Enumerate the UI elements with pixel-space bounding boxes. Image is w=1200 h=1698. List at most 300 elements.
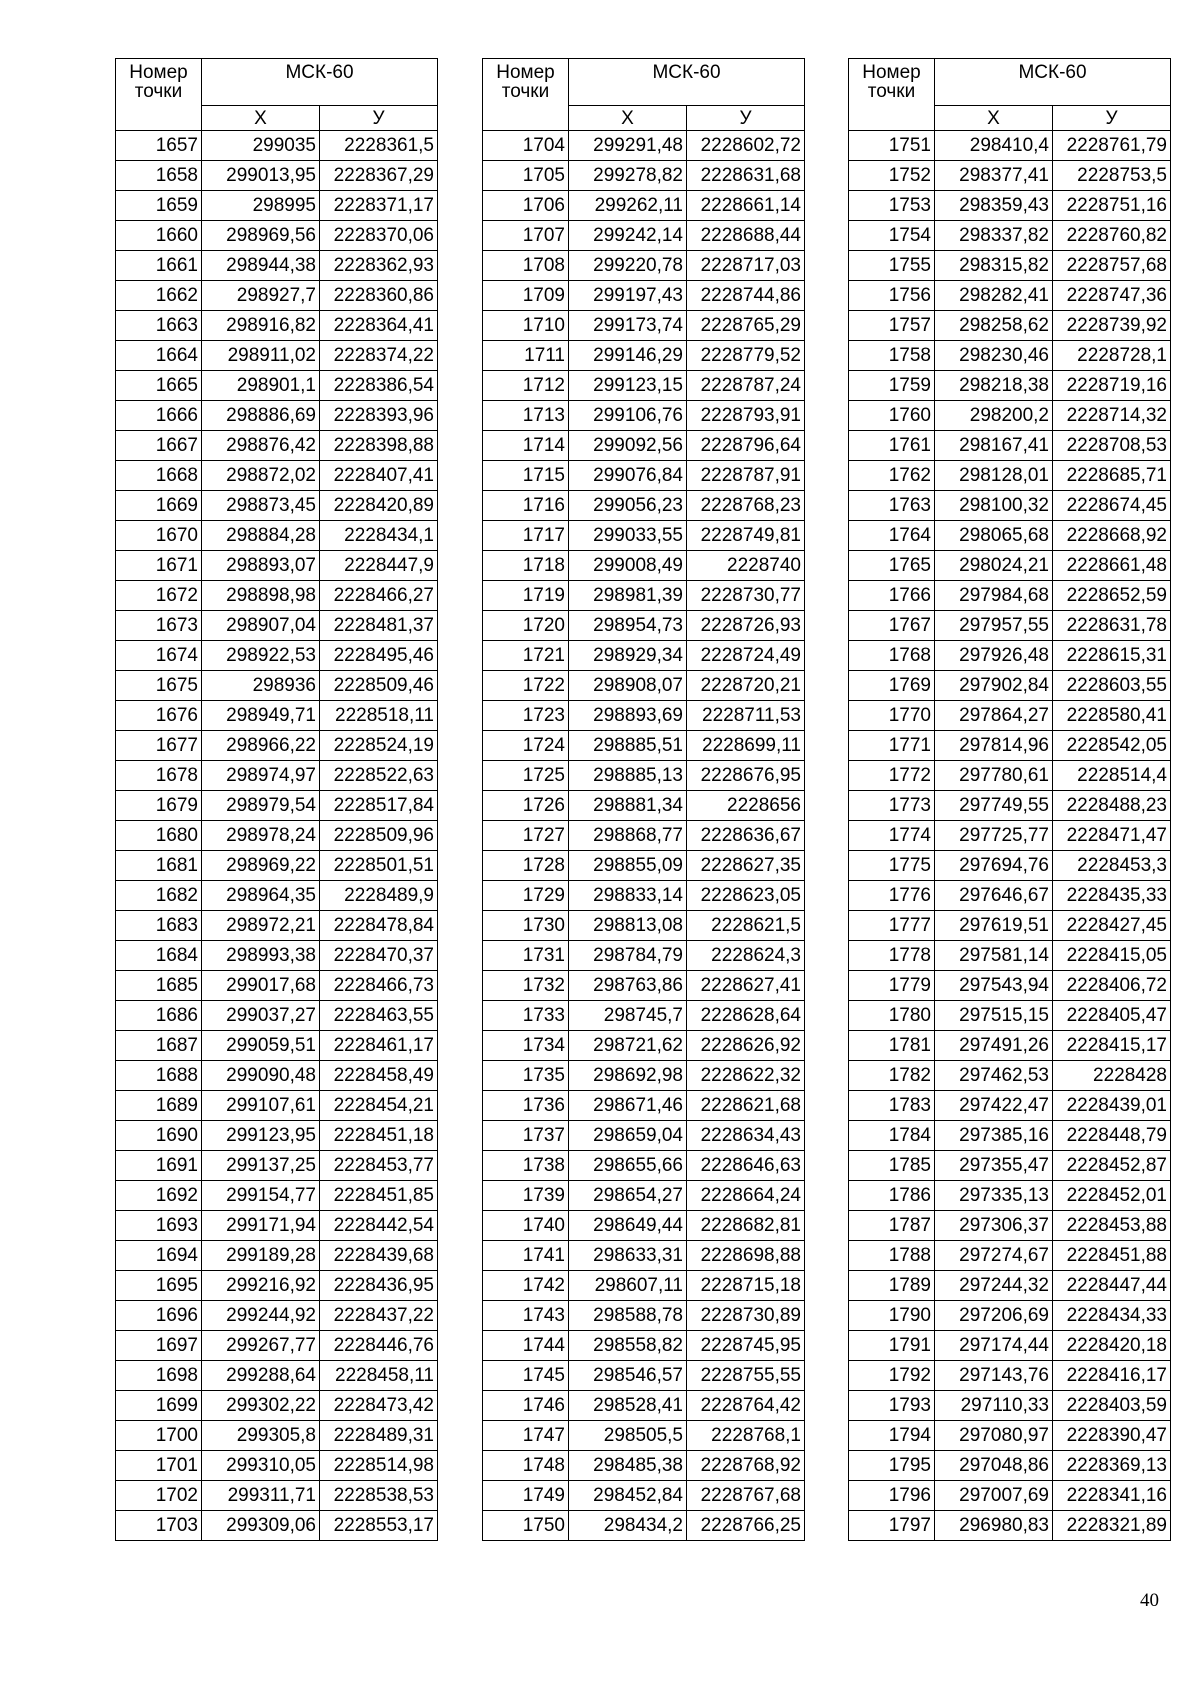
table-row — [116, 1001, 438, 1031]
point-number-cell: 1663 — [116, 311, 202, 341]
table-row — [483, 731, 805, 761]
y-coordinate-cell: 2228451,85 — [320, 1181, 438, 1211]
table-row — [483, 1391, 805, 1421]
x-coordinate-cell: 298654,27 — [569, 1181, 687, 1211]
point-number-cell: 1711 — [483, 341, 569, 371]
coordinates-table-2 — [482, 58, 805, 1541]
y-coordinate-cell: 2228664,24 — [687, 1181, 805, 1211]
x-coordinate-cell: 298315,82 — [935, 251, 1053, 281]
x-coordinate-cell: 299037,27 — [202, 1001, 320, 1031]
x-coordinate-cell: 297274,67 — [935, 1241, 1053, 1271]
x-coordinate-cell: 298886,69 — [202, 401, 320, 431]
x-coordinate-cell: 298974,97 — [202, 761, 320, 791]
x-coordinate-cell: 297306,37 — [935, 1211, 1053, 1241]
y-coordinate-cell: 2228454,21 — [320, 1091, 438, 1121]
x-coordinate-cell: 298649,44 — [569, 1211, 687, 1241]
y-coordinate-cell: 2228435,33 — [1053, 881, 1171, 911]
point-number-cell: 1669 — [116, 491, 202, 521]
point-number-cell: 1674 — [116, 641, 202, 671]
y-coordinate-cell: 2228420,18 — [1053, 1331, 1171, 1361]
y-coordinate-cell: 2228708,53 — [1053, 431, 1171, 461]
x-coordinate-cell: 298546,57 — [569, 1361, 687, 1391]
table-row — [116, 761, 438, 791]
y-coordinate-cell: 2228622,32 — [687, 1061, 805, 1091]
point-number-cell: 1745 — [483, 1361, 569, 1391]
x-coordinate-cell: 298200,2 — [935, 401, 1053, 431]
x-coordinate-cell: 298922,53 — [202, 641, 320, 671]
point-number-cell: 1777 — [849, 911, 935, 941]
point-number-cell: 1734 — [483, 1031, 569, 1061]
point-number-cell: 1785 — [849, 1151, 935, 1181]
table-row — [849, 221, 1171, 251]
y-coordinate-cell: 2228473,42 — [320, 1391, 438, 1421]
table-row — [849, 461, 1171, 491]
x-coordinate-cell: 297926,48 — [935, 641, 1053, 671]
table-row — [483, 761, 805, 791]
x-coordinate-cell: 298901,1 — [202, 371, 320, 401]
y-coordinate-cell: 2228714,32 — [1053, 401, 1171, 431]
table-row — [849, 851, 1171, 881]
point-number-cell: 1710 — [483, 311, 569, 341]
x-coordinate-cell: 299035 — [202, 131, 320, 161]
point-number-cell: 1670 — [116, 521, 202, 551]
point-number-cell: 1701 — [116, 1451, 202, 1481]
point-number-cell: 1727 — [483, 821, 569, 851]
x-coordinate-cell: 297957,55 — [935, 611, 1053, 641]
y-coordinate-cell: 2228427,45 — [1053, 911, 1171, 941]
point-number-cell: 1752 — [849, 161, 935, 191]
point-number-cell: 1774 — [849, 821, 935, 851]
y-coordinate-cell: 2228361,5 — [320, 131, 438, 161]
x-coordinate-cell: 298505,5 — [569, 1421, 687, 1451]
table-row — [849, 431, 1171, 461]
y-coordinate-cell: 2228461,17 — [320, 1031, 438, 1061]
y-coordinate-cell: 2228603,55 — [1053, 671, 1171, 701]
y-coordinate-cell: 2228451,88 — [1053, 1241, 1171, 1271]
table-row — [483, 1091, 805, 1121]
x-coordinate-cell: 298884,28 — [202, 521, 320, 551]
table-row — [483, 701, 805, 731]
x-coordinate-cell: 298929,34 — [569, 641, 687, 671]
table-row — [116, 311, 438, 341]
y-coordinate-cell: 2228453,88 — [1053, 1211, 1171, 1241]
table-row — [483, 1481, 805, 1511]
point-number-cell: 1697 — [116, 1331, 202, 1361]
y-coordinate-cell: 2228364,41 — [320, 311, 438, 341]
table-row — [849, 1121, 1171, 1151]
y-coordinate-cell: 2228793,91 — [687, 401, 805, 431]
point-number-cell: 1675 — [116, 671, 202, 701]
table-row — [849, 1361, 1171, 1391]
y-coordinate-cell: 2228415,05 — [1053, 941, 1171, 971]
table-row — [116, 1331, 438, 1361]
x-coordinate-cell: 298377,41 — [935, 161, 1053, 191]
x-coordinate-cell: 298872,02 — [202, 461, 320, 491]
x-coordinate-cell: 298784,79 — [569, 941, 687, 971]
x-coordinate-cell: 297080,97 — [935, 1421, 1053, 1451]
y-header: У — [1053, 106, 1171, 131]
y-coordinate-cell: 2228452,87 — [1053, 1151, 1171, 1181]
table-row — [849, 791, 1171, 821]
x-coordinate-cell: 297515,15 — [935, 1001, 1053, 1031]
point-number-cell: 1659 — [116, 191, 202, 221]
point-number-cell: 1750 — [483, 1511, 569, 1541]
y-header: У — [687, 106, 805, 131]
x-coordinate-cell: 299305,8 — [202, 1421, 320, 1451]
point-number-cell: 1680 — [116, 821, 202, 851]
point-number-cell: 1731 — [483, 941, 569, 971]
y-coordinate-cell: 2228634,43 — [687, 1121, 805, 1151]
y-coordinate-cell: 2228398,88 — [320, 431, 438, 461]
x-coordinate-cell: 298655,66 — [569, 1151, 687, 1181]
x-coordinate-cell: 298671,46 — [569, 1091, 687, 1121]
y-header: У — [320, 106, 438, 131]
y-coordinate-cell: 2228518,11 — [320, 701, 438, 731]
x-coordinate-cell: 296980,83 — [935, 1511, 1053, 1541]
table-row — [116, 1121, 438, 1151]
table-row — [483, 1031, 805, 1061]
point-number-cell: 1779 — [849, 971, 935, 1001]
table-row — [849, 1511, 1171, 1541]
x-coordinate-cell: 298908,07 — [569, 671, 687, 701]
table-row — [849, 191, 1171, 221]
point-number-cell: 1770 — [849, 701, 935, 731]
y-coordinate-cell: 2228517,84 — [320, 791, 438, 821]
point-number-cell: 1662 — [116, 281, 202, 311]
x-coordinate-cell: 297543,94 — [935, 971, 1053, 1001]
x-coordinate-cell: 297110,33 — [935, 1391, 1053, 1421]
table-row — [116, 671, 438, 701]
y-coordinate-cell: 2228747,36 — [1053, 281, 1171, 311]
point-number-cell: 1696 — [116, 1301, 202, 1331]
point-number-cell: 1683 — [116, 911, 202, 941]
point-number-cell: 1753 — [849, 191, 935, 221]
table-row — [849, 1451, 1171, 1481]
y-coordinate-cell: 2228626,92 — [687, 1031, 805, 1061]
x-coordinate-cell: 298969,56 — [202, 221, 320, 251]
table-row — [116, 1391, 438, 1421]
y-coordinate-cell: 2228615,31 — [1053, 641, 1171, 671]
point-number-cell: 1761 — [849, 431, 935, 461]
y-coordinate-cell: 2228661,14 — [687, 191, 805, 221]
x-coordinate-cell: 297355,47 — [935, 1151, 1053, 1181]
y-coordinate-cell: 2228407,41 — [320, 461, 438, 491]
y-coordinate-cell: 2228415,17 — [1053, 1031, 1171, 1061]
y-coordinate-cell: 2228636,67 — [687, 821, 805, 851]
x-coordinate-cell: 298964,35 — [202, 881, 320, 911]
y-coordinate-cell: 2228489,31 — [320, 1421, 438, 1451]
table-row — [483, 521, 805, 551]
point-number-cell: 1717 — [483, 521, 569, 551]
point-number-cell: 1795 — [849, 1451, 935, 1481]
y-coordinate-cell: 2228621,5 — [687, 911, 805, 941]
x-coordinate-cell: 299309,06 — [202, 1511, 320, 1541]
x-coordinate-cell: 298410,4 — [935, 131, 1053, 161]
table-row — [116, 161, 438, 191]
x-coordinate-cell: 299123,15 — [569, 371, 687, 401]
point-number-cell: 1700 — [116, 1421, 202, 1451]
x-coordinate-cell: 297491,26 — [935, 1031, 1053, 1061]
x-coordinate-cell: 297335,13 — [935, 1181, 1053, 1211]
table-row — [116, 1031, 438, 1061]
point-number-cell: 1756 — [849, 281, 935, 311]
x-coordinate-cell: 299171,94 — [202, 1211, 320, 1241]
y-coordinate-cell: 2228553,17 — [320, 1511, 438, 1541]
table-row — [483, 191, 805, 221]
x-coordinate-cell: 299008,49 — [569, 551, 687, 581]
x-coordinate-cell: 297244,32 — [935, 1271, 1053, 1301]
table-row — [849, 1181, 1171, 1211]
table-row — [849, 881, 1171, 911]
table-row — [849, 401, 1171, 431]
x-coordinate-cell: 297422,47 — [935, 1091, 1053, 1121]
y-coordinate-cell: 2228753,5 — [1053, 161, 1171, 191]
point-number-cell: 1698 — [116, 1361, 202, 1391]
point-number-cell: 1718 — [483, 551, 569, 581]
table-row — [849, 1421, 1171, 1451]
x-coordinate-cell: 298949,71 — [202, 701, 320, 731]
y-coordinate-cell: 2228623,05 — [687, 881, 805, 911]
x-coordinate-cell: 298873,45 — [202, 491, 320, 521]
x-coordinate-cell: 299310,05 — [202, 1451, 320, 1481]
point-number-cell: 1658 — [116, 161, 202, 191]
table-row — [116, 731, 438, 761]
y-coordinate-cell: 2228451,18 — [320, 1121, 438, 1151]
x-coordinate-cell: 298337,82 — [935, 221, 1053, 251]
y-coordinate-cell: 2228390,47 — [1053, 1421, 1171, 1451]
x-coordinate-cell: 298528,41 — [569, 1391, 687, 1421]
point-number-cell: 1688 — [116, 1061, 202, 1091]
point-number-cell: 1729 — [483, 881, 569, 911]
x-coordinate-cell: 297619,51 — [935, 911, 1053, 941]
table-row — [116, 341, 438, 371]
point-number-cell: 1797 — [849, 1511, 935, 1541]
y-coordinate-cell: 2228676,95 — [687, 761, 805, 791]
table-row — [483, 131, 805, 161]
y-coordinate-cell: 2228724,49 — [687, 641, 805, 671]
table-row — [483, 1121, 805, 1151]
table-row — [483, 671, 805, 701]
table-row — [849, 521, 1171, 551]
y-coordinate-cell: 2228719,16 — [1053, 371, 1171, 401]
table-row — [116, 281, 438, 311]
x-coordinate-cell: 297864,27 — [935, 701, 1053, 731]
y-coordinate-cell: 2228744,86 — [687, 281, 805, 311]
point-number-cell: 1794 — [849, 1421, 935, 1451]
table-row — [849, 1391, 1171, 1421]
x-coordinate-cell: 298434,2 — [569, 1511, 687, 1541]
point-number-cell: 1707 — [483, 221, 569, 251]
y-coordinate-cell: 2228766,25 — [687, 1511, 805, 1541]
x-coordinate-cell: 298893,69 — [569, 701, 687, 731]
y-coordinate-cell: 2228321,89 — [1053, 1511, 1171, 1541]
y-coordinate-cell: 2228416,17 — [1053, 1361, 1171, 1391]
point-number-cell: 1771 — [849, 731, 935, 761]
table-row — [116, 1301, 438, 1331]
y-coordinate-cell: 2228452,01 — [1053, 1181, 1171, 1211]
point-number-cell: 1751 — [849, 131, 935, 161]
point-number-cell: 1781 — [849, 1031, 935, 1061]
table-row — [849, 1331, 1171, 1361]
y-coordinate-cell: 2228740 — [687, 551, 805, 581]
table-row — [483, 851, 805, 881]
y-coordinate-cell: 2228717,03 — [687, 251, 805, 281]
y-coordinate-cell: 2228730,89 — [687, 1301, 805, 1331]
point-number-cell: 1744 — [483, 1331, 569, 1361]
y-coordinate-cell: 2228501,51 — [320, 851, 438, 881]
x-coordinate-cell: 299278,82 — [569, 161, 687, 191]
table-row — [483, 1181, 805, 1211]
point-number-cell: 1665 — [116, 371, 202, 401]
y-coordinate-cell: 2228751,16 — [1053, 191, 1171, 221]
x-coordinate-cell: 297725,77 — [935, 821, 1053, 851]
point-number-cell: 1763 — [849, 491, 935, 521]
x-coordinate-cell: 298745,7 — [569, 1001, 687, 1031]
point-number-cell: 1712 — [483, 371, 569, 401]
table-row — [116, 491, 438, 521]
y-coordinate-cell: 2228434,1 — [320, 521, 438, 551]
y-coordinate-cell: 2228514,98 — [320, 1451, 438, 1481]
y-coordinate-cell: 2228436,95 — [320, 1271, 438, 1301]
table-row — [849, 761, 1171, 791]
point-number-cell: 1759 — [849, 371, 935, 401]
x-coordinate-cell: 299220,78 — [569, 251, 687, 281]
point-number-cell: 1666 — [116, 401, 202, 431]
table-row — [483, 221, 805, 251]
point-number-cell: 1730 — [483, 911, 569, 941]
table-row — [116, 611, 438, 641]
y-coordinate-cell: 2228463,55 — [320, 1001, 438, 1031]
y-coordinate-cell: 2228447,9 — [320, 551, 438, 581]
point-number-cell: 1754 — [849, 221, 935, 251]
x-coordinate-cell: 299013,95 — [202, 161, 320, 191]
x-coordinate-cell: 298359,43 — [935, 191, 1053, 221]
x-coordinate-cell: 299262,11 — [569, 191, 687, 221]
x-header: Х — [569, 106, 687, 131]
y-coordinate-cell: 2228458,11 — [320, 1361, 438, 1391]
x-coordinate-cell: 297780,61 — [935, 761, 1053, 791]
y-coordinate-cell: 2228538,53 — [320, 1481, 438, 1511]
table-row — [849, 731, 1171, 761]
point-number-cell: 1695 — [116, 1271, 202, 1301]
x-coordinate-cell: 298659,04 — [569, 1121, 687, 1151]
point-number-cell: 1748 — [483, 1451, 569, 1481]
table-row — [116, 641, 438, 671]
point-number-cell: 1677 — [116, 731, 202, 761]
point-number-cell: 1767 — [849, 611, 935, 641]
y-coordinate-cell: 2228602,72 — [687, 131, 805, 161]
x-coordinate-cell: 298979,54 — [202, 791, 320, 821]
x-coordinate-cell: 299123,95 — [202, 1121, 320, 1151]
x-coordinate-cell: 298813,08 — [569, 911, 687, 941]
x-coordinate-cell: 298936 — [202, 671, 320, 701]
y-coordinate-cell: 2228406,72 — [1053, 971, 1171, 1001]
y-coordinate-cell: 2228453,77 — [320, 1151, 438, 1181]
table-row — [849, 1241, 1171, 1271]
x-header: Х — [935, 106, 1053, 131]
point-number-cell: 1672 — [116, 581, 202, 611]
point-number-cell: 1765 — [849, 551, 935, 581]
x-coordinate-cell: 299244,92 — [202, 1301, 320, 1331]
x-coordinate-cell: 297581,14 — [935, 941, 1053, 971]
table-row — [116, 791, 438, 821]
point-number-cell: 1723 — [483, 701, 569, 731]
point-number-cell: 1691 — [116, 1151, 202, 1181]
table-row — [116, 251, 438, 281]
table-row — [116, 1091, 438, 1121]
table-row — [483, 1361, 805, 1391]
y-coordinate-cell: 2228779,52 — [687, 341, 805, 371]
y-coordinate-cell: 2228628,64 — [687, 1001, 805, 1031]
point-number-cell: 1738 — [483, 1151, 569, 1181]
y-coordinate-cell: 2228767,68 — [687, 1481, 805, 1511]
table-row — [483, 341, 805, 371]
table-row — [116, 551, 438, 581]
y-coordinate-cell: 2228674,45 — [1053, 491, 1171, 521]
x-coordinate-cell: 298763,86 — [569, 971, 687, 1001]
point-number-cell: 1726 — [483, 791, 569, 821]
point-number-cell: 1679 — [116, 791, 202, 821]
y-coordinate-cell: 2228341,16 — [1053, 1481, 1171, 1511]
x-coordinate-cell: 299189,28 — [202, 1241, 320, 1271]
table-row — [483, 1061, 805, 1091]
y-coordinate-cell: 2228646,63 — [687, 1151, 805, 1181]
x-coordinate-cell: 297984,68 — [935, 581, 1053, 611]
x-coordinate-cell: 299311,71 — [202, 1481, 320, 1511]
x-coordinate-cell: 298100,32 — [935, 491, 1053, 521]
table-row — [483, 911, 805, 941]
x-coordinate-cell: 299302,22 — [202, 1391, 320, 1421]
y-coordinate-cell: 2228715,18 — [687, 1271, 805, 1301]
table-row — [849, 251, 1171, 281]
table-row — [116, 701, 438, 731]
y-coordinate-cell: 2228489,9 — [320, 881, 438, 911]
y-coordinate-cell: 2228447,44 — [1053, 1271, 1171, 1301]
table-row — [116, 581, 438, 611]
table-row — [849, 1151, 1171, 1181]
table-row — [849, 971, 1171, 1001]
x-coordinate-cell: 298633,31 — [569, 1241, 687, 1271]
point-number-header: Номер точки — [483, 59, 569, 131]
y-coordinate-cell: 2228466,73 — [320, 971, 438, 1001]
point-number-cell: 1772 — [849, 761, 935, 791]
x-header: Х — [202, 106, 320, 131]
y-coordinate-cell: 2228420,89 — [320, 491, 438, 521]
x-coordinate-cell: 297646,67 — [935, 881, 1053, 911]
table-row — [849, 1031, 1171, 1061]
x-coordinate-cell: 299092,56 — [569, 431, 687, 461]
y-coordinate-cell: 2228698,88 — [687, 1241, 805, 1271]
x-coordinate-cell: 298024,21 — [935, 551, 1053, 581]
page-number: 40 — [1140, 1590, 1159, 1611]
table-row — [849, 581, 1171, 611]
point-number-cell: 1715 — [483, 461, 569, 491]
x-coordinate-cell: 299173,74 — [569, 311, 687, 341]
y-coordinate-cell: 2228466,27 — [320, 581, 438, 611]
y-coordinate-cell: 2228765,29 — [687, 311, 805, 341]
point-number-cell: 1687 — [116, 1031, 202, 1061]
point-number-cell: 1768 — [849, 641, 935, 671]
y-coordinate-cell: 2228470,37 — [320, 941, 438, 971]
x-coordinate-cell: 298927,7 — [202, 281, 320, 311]
y-coordinate-cell: 2228453,3 — [1053, 851, 1171, 881]
y-coordinate-cell: 2228745,95 — [687, 1331, 805, 1361]
y-coordinate-cell: 2228428 — [1053, 1061, 1171, 1091]
y-coordinate-cell: 2228739,92 — [1053, 311, 1171, 341]
point-number-cell: 1740 — [483, 1211, 569, 1241]
table-row — [116, 1481, 438, 1511]
y-coordinate-cell: 2228509,96 — [320, 821, 438, 851]
